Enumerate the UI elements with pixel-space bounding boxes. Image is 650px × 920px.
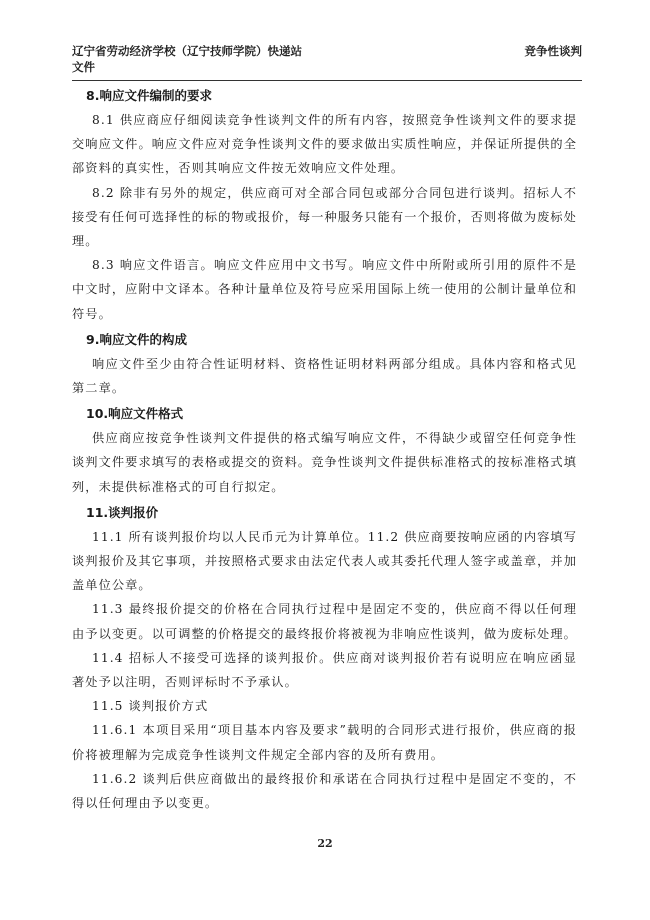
paragraph: 供应商应按竞争性谈判文件提供的格式编写响应文件，不得缺少或留空任何竞争性谈判文件要求填写的表格或提交的资料。竞争性谈判文件提供标准格式的按标准格式填列，未提供标准格式的可自行拟定。: [72, 431, 577, 494]
paragraph: 11.6.1 本项目采用“项目基本内容及要求”载明的合同形式进行报价，供应商的报价将被理解为完成竞争性谈判文件规定全部内容的及所有费用。: [72, 723, 577, 762]
section-heading: 8.响应文件编制的要求: [86, 88, 212, 103]
page-number: 22: [317, 837, 333, 850]
section-9: [72, 328, 577, 400]
section-heading: 9.响应文件的构成: [86, 331, 187, 347]
paragraph: 11.6.2 谈判后供应商做出的最终报价和承诺在合同执行过程中是固定不变的，不得以任何理由予以变更。: [72, 771, 577, 811]
header-doc-type: 竞争性谈判: [524, 44, 582, 58]
paragraph: 11.3 最终报价提交的价格在合同执行过程中是固定不变的，供应商不得以任何理由予以变更。以可调整的价格提交的最终报价将被视为非响应性谈判，做为废标处理。: [72, 602, 577, 641]
section-heading: 11.谈判报价: [86, 504, 159, 520]
paragraph: 11.4 招标人不接受可选择的谈判报价。供应商对谈判报价若有说明应在响应函显著处予以注明，否则评标时不予承认。: [72, 650, 577, 690]
header-divider: [72, 80, 582, 81]
paragraph: 响应文件至少由符合性证明材料、资格性证明材料两部分组成。具体内容和格式见第二章。: [72, 356, 577, 396]
paragraph: 11.5 谈判报价方式: [92, 699, 209, 714]
header-school-line1: 辽宁省劳动经济学校（辽宁技师学院）快递站: [72, 44, 302, 58]
page-header: [72, 43, 582, 83]
document-body: [72, 84, 577, 815]
paragraph: 8.3 响应文件语言。响应文件应用中文书写。响应文件中所附或所引用的原件不是中文时，应附中文译本。各种计量单位及符号应采用国际上统一使用的公制计量单位和符号。: [72, 258, 577, 321]
header-school-line2: 文件: [72, 60, 95, 74]
section-8: [72, 84, 577, 326]
section-11: [72, 501, 577, 815]
paragraph: 11.1 所有谈判报价均以人民币元为计算单位。11.2 供应商要按响应函的内容填写谈判报价及其它事项，并按照格式要求由法定代表人或其委托代理人签字或盖章，并加盖单位公章。: [72, 529, 577, 593]
section-heading: 10.响应文件格式: [86, 406, 184, 422]
paragraph: 8.2 除非有另外的规定，供应商可对全部合同包或部分合同包进行谈判。招标人不接受有任何可选择性的标的物或报价，每一种服务只能有一个报价，否则将做为废标处理。: [72, 185, 577, 249]
section-10: [72, 402, 577, 499]
header-school-name: [72, 43, 392, 75]
paragraph: 8.1 供应商应仔细阅读竞争性谈判文件的所有内容，按照竞争性谈判文件的要求提交响应文件。响应文件应对竞争性谈判文件的要求做出实质性响应，并保证所提供的全部资料的真实性，否则其响应文件按无效响应文件处理。: [72, 113, 577, 176]
